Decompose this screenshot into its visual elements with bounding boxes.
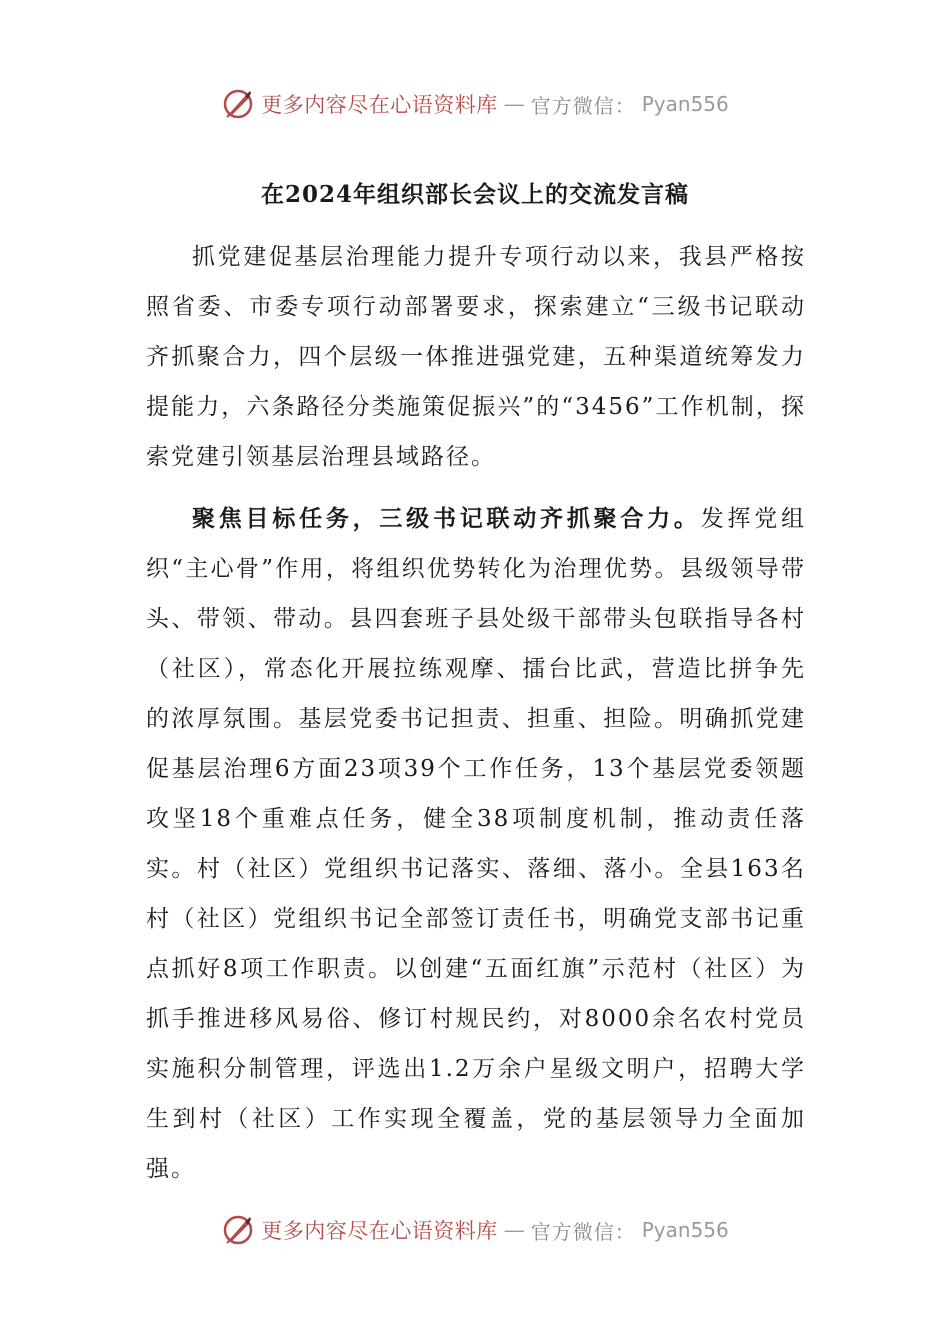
paragraph-text: 发挥党组织“主心骨”作用，将组织优势转化为治理优势。县级领导带头、带领、带动。县四套班子县处级干部带头包联指导各村（社区），常态化开展拉练观摩、擂台比武，营造比拼争先的浓厚氛围。基层党委书记担责、担重、担险。明确抓党建促基层治理6方面23项39个工作任务，13个基层党委领题攻坚18个重难点任务，健全38项制度机制，推动责任落实。村（社区）党组织书记落实、落细、落小。全县163名村（社区）党组织书记全部签订责任书，明确党支部书记重点抓好8项工作职责。以创建“五面红旗”示范村（社区）为抓手推进移风易俗、修订村规民约，对8000余名农村党员实施积分制管理，评选出1.2万余户星级文明户，招聘大学生到村（社区）工作实现全覆盖，党的基层领导力全面加强。	[146, 506, 807, 1182]
watermark-dash: —	[503, 1218, 525, 1242]
footer-watermark	[0, 1210, 950, 1250]
document-title: 在2024年组织部长会议上的交流发言稿	[260, 181, 689, 208]
paragraph-intro	[146, 232, 806, 482]
watermark-wechat-id: Pyan556	[641, 92, 729, 116]
paragraph-lead: 聚焦目标任务，三级书记联动齐抓聚合力。	[192, 505, 701, 532]
paragraph-text: 抓党建促基层治理能力提升专项行动以来，我县严格按照省委、市委专项行动部署要求，探索建立“三级书记联动齐抓聚合力，四个层级一体推进强党建，五种渠道统筹发力提能力，六条路径分类施策促振兴”的“3456”工作机制，探索党建引领基层治理县域路径。	[146, 244, 806, 470]
watermark-dash: —	[503, 92, 525, 116]
watermark-text: 更多内容尽在心语资料库	[261, 93, 498, 117]
paragraph-section-1	[146, 494, 806, 1194]
watermark-text: 更多内容尽在心语资料库	[261, 1219, 498, 1243]
document-body	[146, 232, 806, 1194]
watermark-wechat-label: 官方微信：	[530, 93, 636, 118]
quill-pen-circle-icon	[221, 1213, 255, 1247]
quill-pen-circle-icon	[221, 87, 255, 121]
watermark-wechat-label: 官方微信：	[530, 1219, 636, 1244]
header-watermark	[0, 84, 950, 124]
watermark-wechat-id: Pyan556	[641, 1218, 729, 1242]
